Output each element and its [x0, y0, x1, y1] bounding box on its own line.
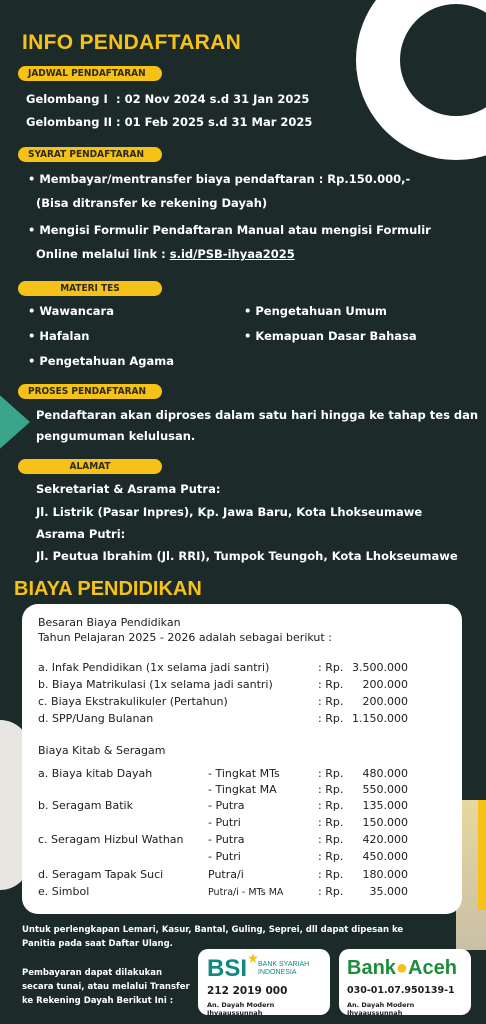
alamat-label: ALAMAT	[18, 459, 162, 474]
alamat-line-3: Asrama Putri:	[36, 527, 126, 541]
payment-text-3: ke Rekening Dayah Berikut Ini :	[22, 996, 174, 1006]
materi-item-wawancara: • Wawancara	[28, 304, 114, 318]
payment-text-2: secara tunai, atau melalui Transfer	[22, 982, 190, 992]
alamat-line-2: Jl. Listrik (Pasar Inpres), Kp. Jawa Baru, Kota Lhokseumawe	[36, 505, 423, 519]
bsi-sub-1: BANK SYARIAH	[258, 961, 310, 968]
biaya-title: BIAYA PENDIDIKAN	[14, 578, 202, 600]
biaya-intro-1: Besaran Biaya Pendidikan	[38, 616, 181, 629]
kitab-heading: Biaya Kitab & Seragam	[38, 744, 166, 757]
bsi-account-owner: An. Dayah Modern Ihyaaussunnah	[207, 1001, 275, 1017]
drop-icon: ●	[395, 957, 408, 979]
page-title: INFO PENDAFTARAN	[22, 31, 242, 54]
bank-bsi-card	[198, 949, 330, 1015]
materi-item-agama: • Pengetahuan Agama	[28, 354, 175, 368]
bsi-logo: BSI	[207, 955, 248, 982]
biaya-card: Besaran Biaya Pendidikan Tahun Pelajaran 2025 - 2026 adalah sebagai berikut : a. Infak Pendidikan (1x selama jadi santri) : Rp. 3.500.000 b. Biaya Matrikulasi (1x selama jadi santri) : Rp. 200.000 c. Biaya Ekstrakulikuler (Pertahun) : Rp. 200.000 d. SPP/Uang Bulanan : Rp. 1.150.000 Biaya Kitab & Seragam a. Biaya kitab Dayah - Tingkat MTs : Rp. 480.000 - Tingkat MA : Rp. 550.000 b. Seragam Batik - Putra : Rp. 135.000 - Putri : Rp. 150.000 c. Seragam Hizbul Wathan - Putra : Rp. 420.000 - Putri : Rp. 450.000 d. Seragam Tapak Suci Putra/i : Rp. 180.000 e. Simbol Putra/i - MTs MA : Rp. 35.000	[22, 604, 462, 914]
gelombang-2-date: : 01 Feb 2025 s.d 31 Mar 2025	[116, 115, 313, 129]
registration-link[interactable]: s.id/PSB-ihyaa2025	[169, 247, 295, 261]
syarat-item-1-note: (Bisa ditransfer ke rekening Dayah)	[36, 196, 268, 210]
alamat-line-4: Jl. Peutua Ibrahim (Jl. RRI), Tumpok Teungoh, Kota Lhokseumawe	[36, 549, 458, 563]
footer-note-2: Panitia pada saat Daftar Ulang.	[22, 939, 173, 949]
syarat-label: SYARAT PENDAFTARAN	[18, 147, 162, 162]
biaya-intro-2: Tahun Pelajaran 2025 - 2026 adalah sebagai berikut :	[38, 631, 332, 644]
proses-text-2: pengumuman kelulusan.	[36, 429, 196, 443]
jadwal-label: JADWAL PENDAFTARAN	[18, 66, 162, 81]
bank-aceh-card	[339, 949, 471, 1015]
alamat-line-1: Sekretariat & Asrama Putra:	[36, 482, 221, 496]
gelombang-1-date: : 02 Nov 2024 s.d 31 Jan 2025	[116, 92, 310, 106]
syarat-item-2-cont: Online melalui link : s.id/PSB-ihyaa2025	[36, 247, 295, 261]
gelombang-1-name: Gelombang I	[26, 92, 108, 106]
materi-item-bahasa: • Kemapuan Dasar Bahasa	[244, 329, 417, 343]
materi-item-hafalan: • Hafalan	[28, 329, 90, 343]
proses-label: PROSES PENDAFTARAN	[18, 384, 162, 399]
bsi-account-number: 212 2019 000	[207, 985, 288, 997]
star-icon	[248, 953, 258, 963]
decorative-ring	[356, 0, 486, 160]
syarat-item-1: • Membayar/mentransfer biaya pendaftaran : Rp.150.000,-	[28, 172, 411, 186]
aceh-account-number: 030-01.07.950139-1	[347, 985, 455, 996]
proses-text-1: Pendaftaran akan diproses dalam satu hari hingga ke tahap tes dan	[36, 408, 479, 422]
syarat-item-2: • Mengisi Formulir Pendaftaran Manual atau mengisi Formulir	[28, 223, 431, 237]
materi-label: MATERI TES	[18, 281, 162, 296]
payment-text-1: Pembayaran dapat dilakukan	[22, 968, 163, 978]
bank-aceh-logo: Bank●Aceh	[347, 957, 457, 979]
gelombang-2-name: Gelombang II	[26, 115, 113, 129]
footer-note-1: Untuk perlengkapan Lemari, Kasur, Bantal, Guling, Seprei, dll dapat dipesan ke	[22, 925, 404, 935]
decorative-stripe	[478, 800, 486, 910]
bsi-sub-2: INDONESIA	[258, 969, 297, 976]
decorative-triangle	[0, 390, 30, 454]
materi-item-pengetahuan-umum: • Pengetahuan Umum	[244, 304, 387, 318]
aceh-account-owner: An. Dayah Modern Ihyaaussunnah	[347, 1001, 415, 1017]
